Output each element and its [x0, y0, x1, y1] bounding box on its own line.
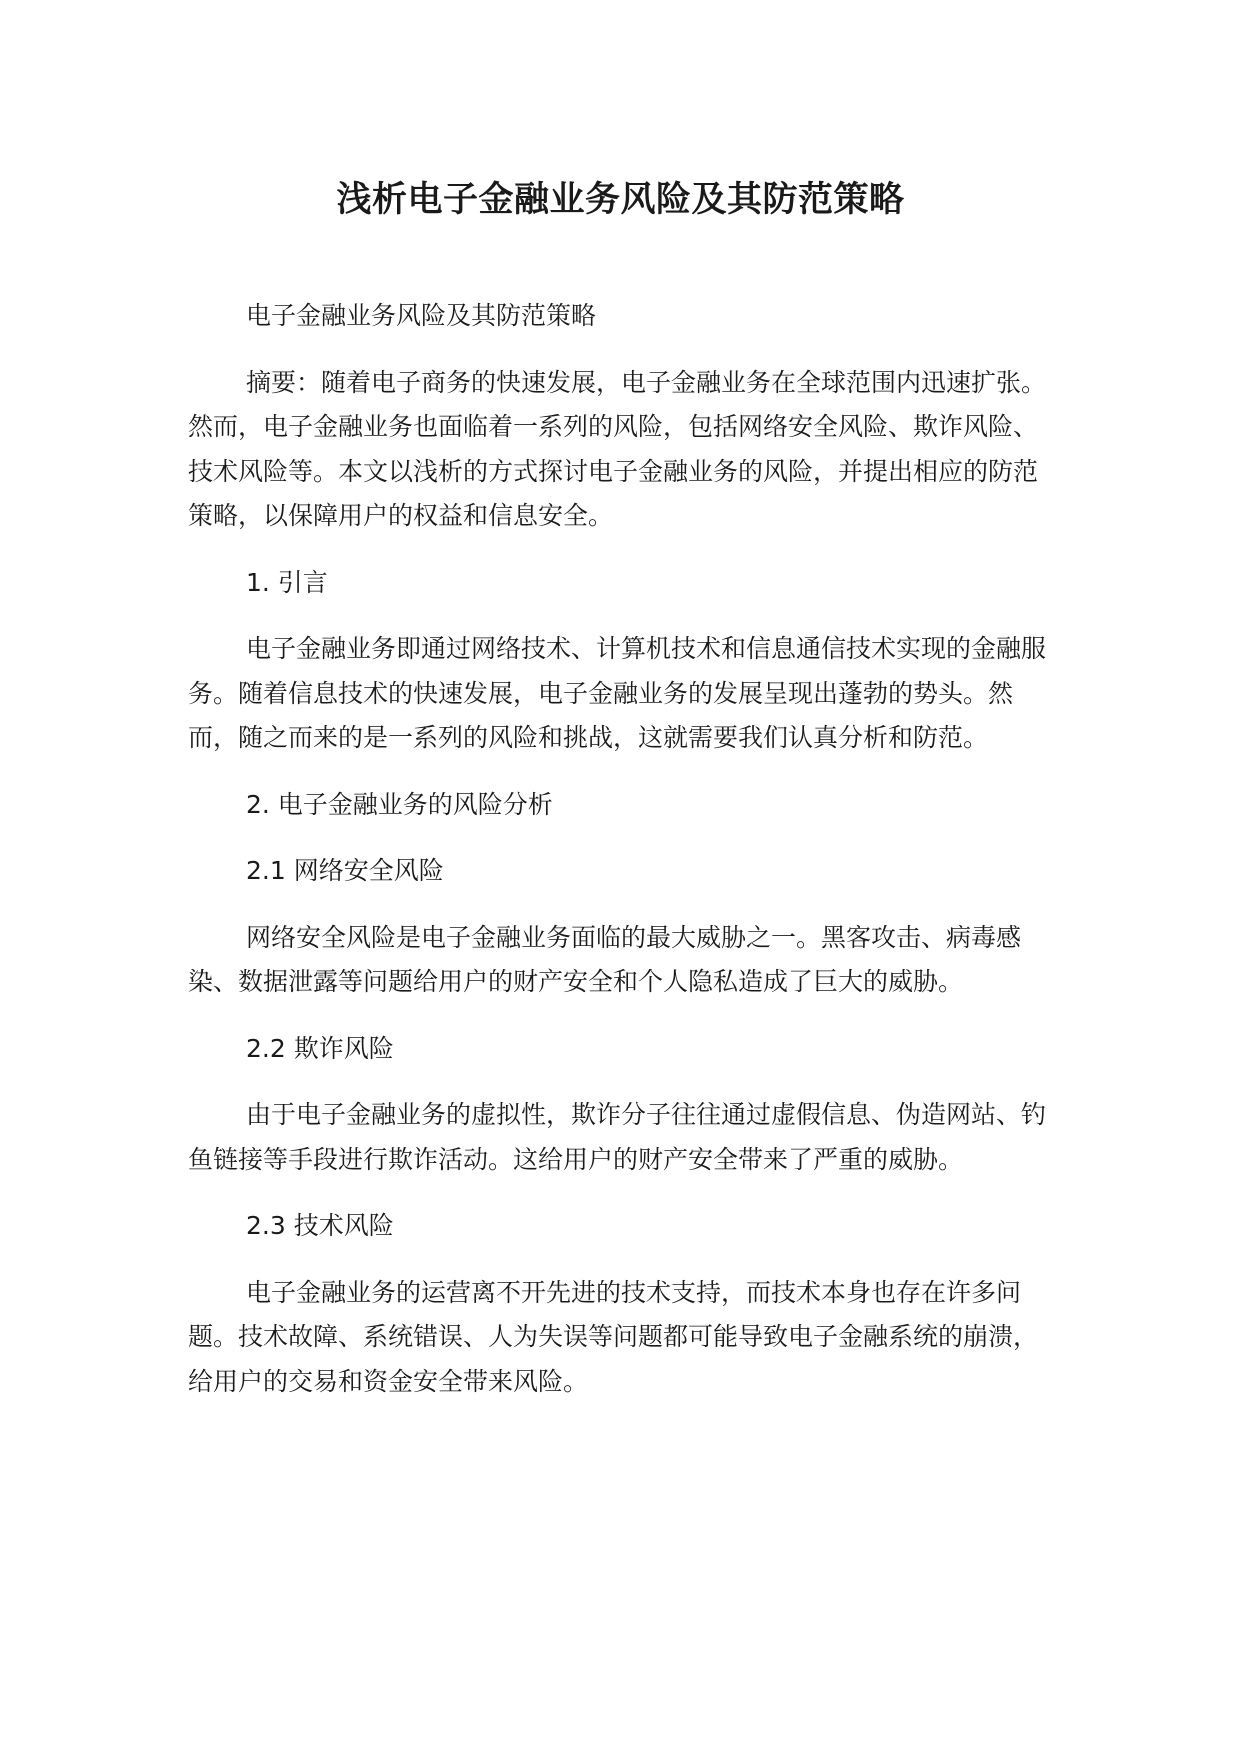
section-heading-risk-analysis: 2. 电子金融业务的风险分析: [246, 789, 553, 819]
subsection-heading-network-security: 2.1 网络安全风险: [246, 856, 444, 885]
technology-paragraph: 电子金融业务的运营离不开先进的技术支持，而技术本身也存在许多问题。技术故障、系统错误、人为失误等问题都可能导致电子金融系统的崩溃，给用户的交易和资金安全带来风险。: [188, 1277, 1039, 1396]
section-heading-introduction: 1. 引言: [246, 567, 328, 597]
subtitle-paragraph: 电子金融业务风险及其防范策略: [246, 301, 597, 330]
subsection-heading-fraud: 2.2 欺诈风险: [246, 1033, 394, 1063]
introduction-paragraph: 电子金融业务即通过网络技术、计算机技术和信息通信技术实现的金融服务。随着信息技术的快速发展，电子金融业务的发展呈现出蓬勃的势头。然而，随之而来的是一系列的风险和挑战，这就需要我们认真分析和防范。: [188, 634, 1047, 752]
network-security-paragraph: 网络安全风险是电子金融业务面临的最大威胁之一。黑客攻击、病毒感染、数据泄露等问题给用户的财产安全和个人隐私造成了巨大的威胁。: [188, 922, 1022, 996]
document-title: 浅析电子金融业务风险及其防范策略: [336, 180, 905, 220]
fraud-paragraph: 由于电子金融业务的虚拟性，欺诈分子往往通过虚假信息、伪造网站、钓鱼链接等手段进行欺诈活动。这给用户的财产安全带来了严重的威胁。: [188, 1100, 1047, 1174]
subsection-heading-technology: 2.3 技术风险: [246, 1211, 394, 1240]
abstract-paragraph: 摘要：随着电子商务的快速发展，电子金融业务在全球范围内迅速扩张。然而，电子金融业务也面临着一系列的风险，包括网络安全风险、欺诈风险、技术风险等。本文以浅析的方式探讨电子金融业务的风险，并提出相应的防范策略，以保障用户的权益和信息安全。: [188, 367, 1047, 530]
document-body: [188, 294, 1050, 1404]
